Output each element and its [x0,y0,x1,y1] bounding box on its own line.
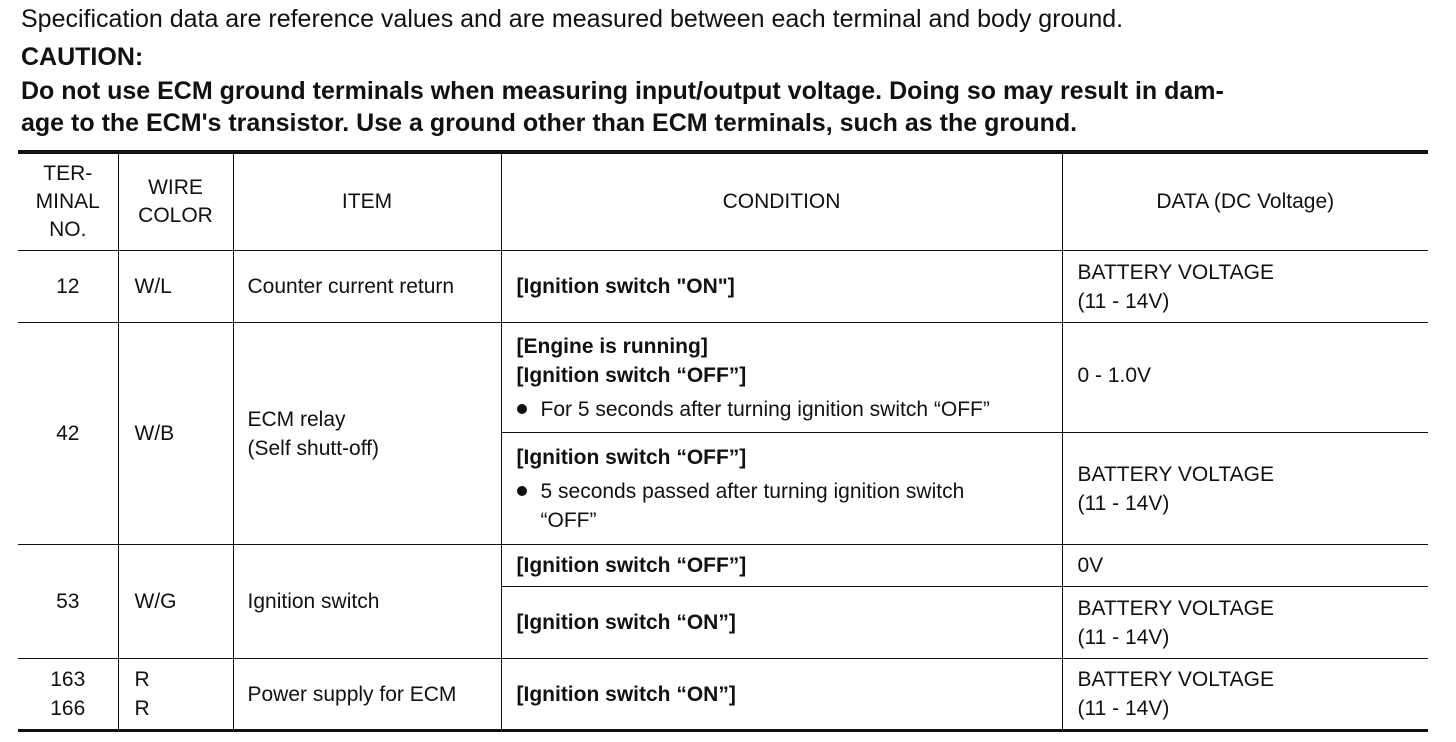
caution-line: age to the ECM's transistor. Use a ground other than ECM terminals, such as the ground. [21,109,1078,137]
terminal-line: 166 [50,697,86,720]
condition [501,587,1062,659]
item-line: ECM relay [247,407,346,431]
bullet-icon [517,404,527,414]
condition-line: [Ignition switch “ON”] [516,611,736,634]
data-value [1062,323,1428,433]
condition-line: [Engine is running] [516,334,708,358]
data-line: (11 - 14V) [1077,697,1170,720]
table-row [18,323,1428,433]
data-value [1062,545,1428,587]
caution-title: CAUTION: [21,43,144,71]
caution-text [21,75,1224,139]
condition-bullet [517,395,1062,424]
bullet-text: “OFF” [540,508,597,532]
table-row [18,659,1428,731]
condition [501,433,1062,545]
data-line: BATTERY VOLTAGE [1077,462,1274,486]
data-line: (11 - 14V) [1077,289,1170,313]
header-wire-color [118,152,233,251]
data-line: BATTERY VOLTAGE [1077,668,1274,691]
header-terminal-no [18,152,118,251]
data-line: 0 - 1.0V [1077,364,1152,387]
data-value [1062,659,1428,731]
data-line: (11 - 14V) [1077,491,1170,515]
item-line: (Self shutt-off) [247,436,379,460]
terminal-line: 163 [50,668,86,691]
data-line: (11 - 14V) [1077,625,1170,649]
header-line: MINAL [35,190,100,213]
bullet-text: 5 seconds passed after turning ignition switch [540,479,965,503]
condition-line: [Ignition switch “OFF”] [516,445,747,469]
condition-line: [Ignition switch “OFF”] [516,363,747,387]
condition-line: [Ignition switch "ON"] [516,275,735,298]
data-line: BATTERY VOLTAGE [1077,260,1274,284]
item-name: Power supply for ECM [233,659,501,731]
condition-bullet [517,477,1062,535]
table-row [18,545,1428,587]
item-name: Counter current return [233,251,501,323]
caution-line: Do not use ECM ground terminals when measuring input/output voltage. Doing so may result in dam- [21,77,1224,105]
wire-color: W/G [118,545,233,659]
header-line: COLOR [138,204,213,227]
terminal-no: 53 [18,545,118,659]
wire-color: W/L [118,251,233,323]
header-line: WIRE [148,176,203,199]
data-value [1062,433,1428,545]
wire-color [118,659,233,731]
bullet-icon [517,486,527,496]
header-line: NO. [49,218,87,241]
condition-line: [Ignition switch “ON”] [516,682,736,706]
data-line: BATTERY VOLTAGE [1077,596,1274,620]
header-condition: CONDITION [501,152,1062,251]
terminal-spec-table [18,150,1428,732]
terminal-no: 42 [18,323,118,545]
data-line: 0V [1077,554,1104,577]
header-item: ITEM [233,152,501,251]
item-name [233,323,501,545]
condition [501,251,1062,323]
header-line: TER- [43,162,93,185]
header-data: DATA (DC Voltage) [1062,152,1428,251]
wire-color: W/B [118,323,233,545]
terminal-no [18,659,118,731]
intro-text: Specification data are reference values and are measured between each terminal and body ground. [21,5,1124,33]
bullet-text: For 5 seconds after turning ignition switch “OFF” [540,397,990,421]
wire-line: R [134,697,150,720]
condition-line: [Ignition switch “OFF”] [516,554,747,577]
table-row [18,251,1428,323]
condition [501,659,1062,731]
data-value [1062,251,1428,323]
condition [501,323,1062,433]
wire-line: R [134,668,150,691]
data-value [1062,587,1428,659]
condition [501,545,1062,587]
table-header-row [18,152,1428,251]
item-name: Ignition switch [233,545,501,659]
terminal-no: 12 [18,251,118,323]
